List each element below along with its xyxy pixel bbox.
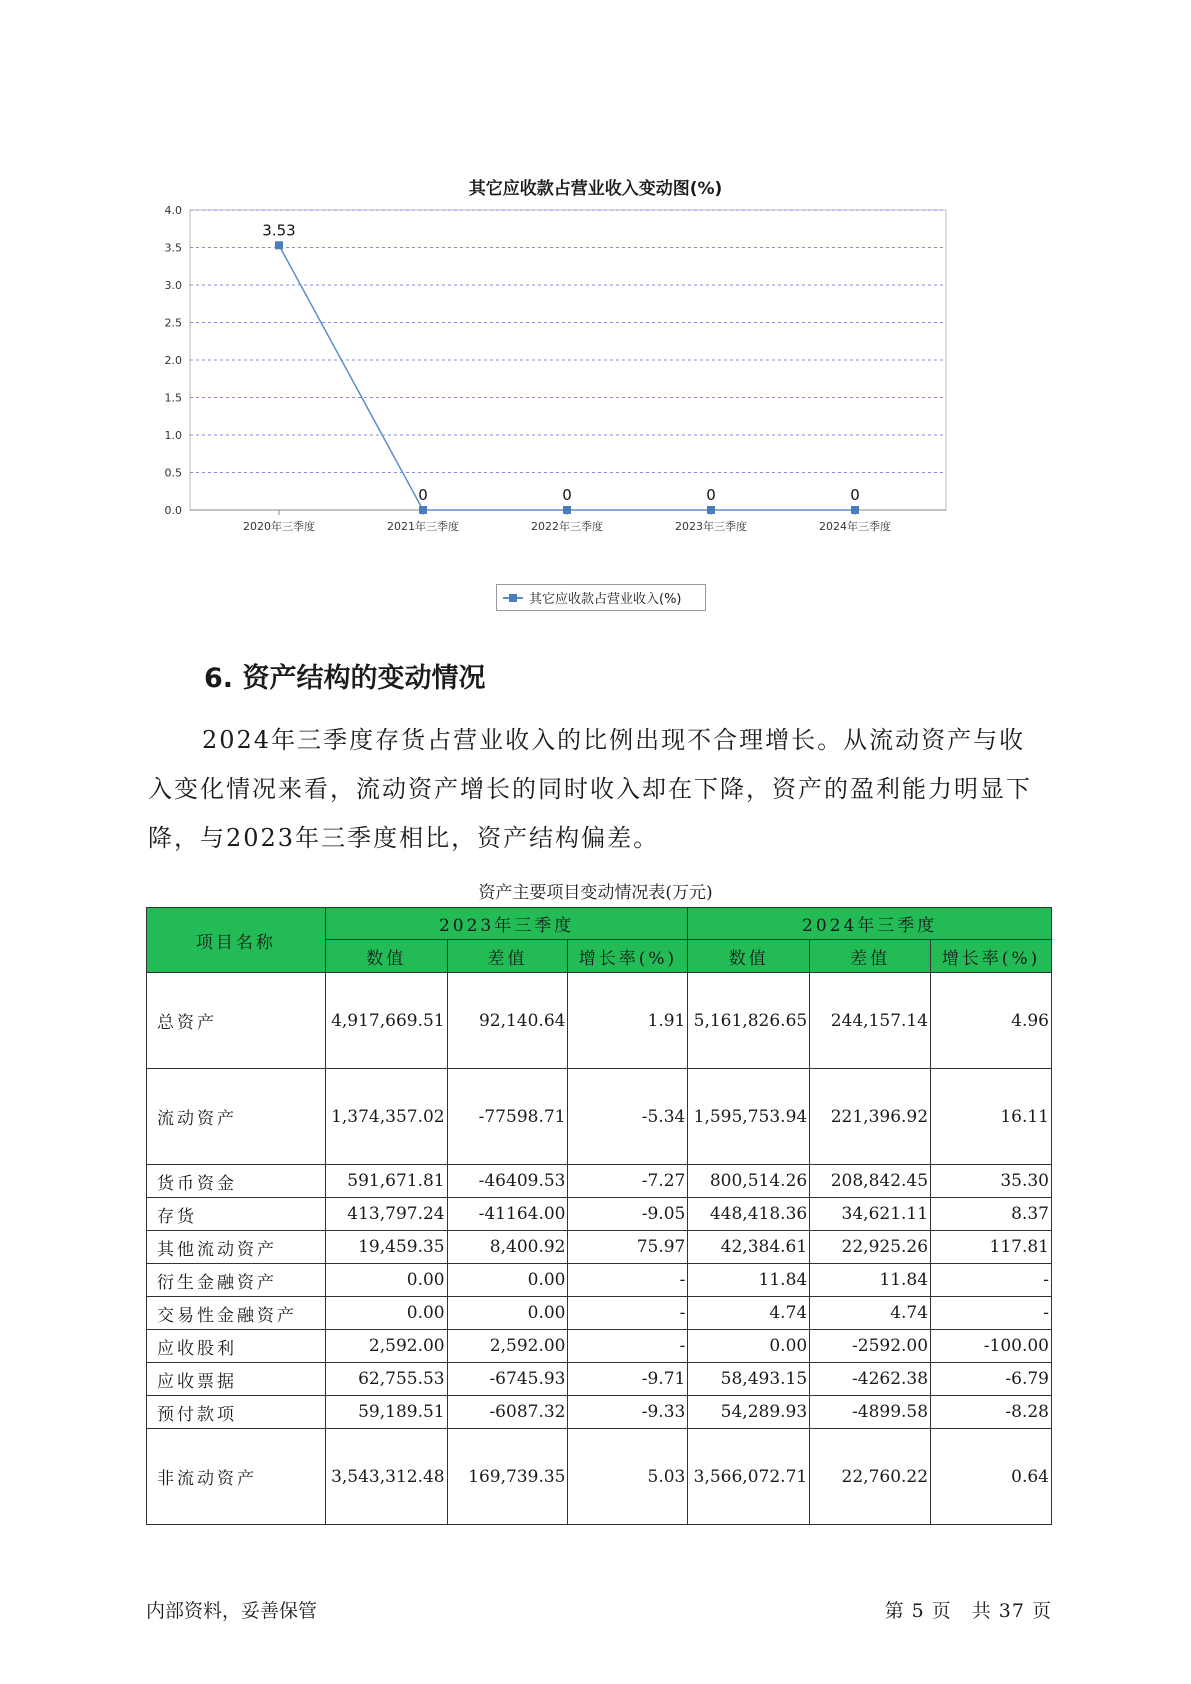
cell-value: 591,671.81 [325, 1165, 447, 1198]
table-row [147, 1396, 1052, 1429]
data-point [419, 506, 427, 514]
table-row [147, 1231, 1052, 1264]
cell-value: 8.37 [931, 1198, 1052, 1231]
subheader-value: 数值 [325, 940, 447, 973]
cell-value: 2,592.00 [325, 1330, 447, 1363]
legend-marker-icon [503, 597, 523, 599]
cell-value: -4262.38 [810, 1363, 931, 1396]
data-point [851, 506, 859, 514]
data-point [563, 506, 571, 514]
cell-value: 19,459.35 [325, 1231, 447, 1264]
cell-value: -9.71 [568, 1363, 688, 1396]
y-tick-label: 4.0 [164, 204, 182, 217]
row-label: 存货 [147, 1198, 326, 1231]
cell-value: 208,842.45 [810, 1165, 931, 1198]
data-label: 0 [562, 486, 572, 504]
cell-value: 0.00 [447, 1264, 568, 1297]
row-label: 交易性金融资产 [147, 1297, 326, 1330]
cell-value: 58,493.15 [688, 1363, 810, 1396]
data-label: 0 [706, 486, 716, 504]
x-tick-label: 2023年三季度 [675, 520, 747, 533]
y-tick-label: 1.0 [164, 429, 182, 442]
data-label: 0 [850, 486, 860, 504]
cell-value: -41164.00 [447, 1198, 568, 1231]
cell-value: 4.74 [688, 1297, 810, 1330]
data-point [707, 506, 715, 514]
legend-label: 其它应收款占营业收入(%) [529, 592, 682, 607]
cell-value: 221,396.92 [810, 1069, 931, 1165]
chart-title: 其它应收款占营业收入变动图(%) [468, 179, 723, 199]
cell-value: 4,917,669.51 [325, 973, 447, 1069]
asset-change-table [146, 907, 1052, 1525]
subheader-value: 数值 [688, 940, 810, 973]
row-label: 应收股利 [147, 1330, 326, 1363]
table-row [147, 1297, 1052, 1330]
cell-value: -46409.53 [447, 1165, 568, 1198]
row-label: 非流动资产 [147, 1429, 326, 1525]
header-period-2023: 2023年三季度 [325, 908, 688, 940]
cell-value: - [568, 1297, 688, 1330]
cell-value: -4899.58 [810, 1396, 931, 1429]
cell-value: -6.79 [931, 1363, 1052, 1396]
cell-value: 169,739.35 [447, 1429, 568, 1525]
cell-value: 22,925.26 [810, 1231, 931, 1264]
table-caption: 资产主要项目变动情况表(万元) [478, 883, 713, 903]
x-tick-label: 2022年三季度 [531, 520, 603, 533]
x-tick-label: 2021年三季度 [387, 520, 459, 533]
table-row [147, 1198, 1052, 1231]
table-row [147, 973, 1052, 1069]
cell-value: 4.96 [931, 973, 1052, 1069]
cell-value: 2,592.00 [447, 1330, 568, 1363]
cell-value: 75.97 [568, 1231, 688, 1264]
cell-value: -6087.32 [447, 1396, 568, 1429]
cell-value: -9.33 [568, 1396, 688, 1429]
cell-value: -100.00 [931, 1330, 1052, 1363]
x-tick-label: 2024年三季度 [819, 520, 891, 533]
cell-value: 3,543,312.48 [325, 1429, 447, 1525]
table-row [147, 1165, 1052, 1198]
subheader-diff: 差值 [810, 940, 931, 973]
row-label: 货币资金 [147, 1165, 326, 1198]
row-label: 应收票据 [147, 1363, 326, 1396]
cell-value: 800,514.26 [688, 1165, 810, 1198]
cell-value: -2592.00 [810, 1330, 931, 1363]
cell-value: 42,384.61 [688, 1231, 810, 1264]
cell-value: 448,418.36 [688, 1198, 810, 1231]
cell-value: 0.64 [931, 1429, 1052, 1525]
subheader-diff: 差值 [447, 940, 568, 973]
y-tick-label: 3.5 [164, 241, 182, 255]
header-period-2024: 2024年三季度 [688, 908, 1052, 940]
row-label: 预付款项 [147, 1396, 326, 1429]
x-tick-label: 2020年三季度 [243, 520, 315, 533]
subheader-growth: 增长率(%) [568, 940, 688, 973]
cell-value: 5,161,826.65 [688, 973, 810, 1069]
cell-value: 5.03 [568, 1429, 688, 1525]
cell-value: 34,621.11 [810, 1198, 931, 1231]
chart-legend [496, 584, 706, 611]
cell-value: 0.00 [688, 1330, 810, 1363]
cell-value: -9.05 [568, 1198, 688, 1231]
row-label: 其他流动资产 [147, 1231, 326, 1264]
cell-value: 62,755.53 [325, 1363, 447, 1396]
table-row [147, 1330, 1052, 1363]
cell-value: -6745.93 [447, 1363, 568, 1396]
line-chart [160, 200, 1040, 590]
cell-value: 35.30 [931, 1165, 1052, 1198]
cell-value: 413,797.24 [325, 1198, 447, 1231]
data-label: 3.53 [262, 221, 296, 240]
cell-value: 0.00 [325, 1264, 447, 1297]
cell-value: 1,595,753.94 [688, 1069, 810, 1165]
table-row [147, 1429, 1052, 1525]
table-body [147, 973, 1052, 1525]
cell-value: -7.27 [568, 1165, 688, 1198]
cell-value: -8.28 [931, 1396, 1052, 1429]
row-label: 流动资产 [147, 1069, 326, 1165]
cell-value: - [568, 1264, 688, 1297]
cell-value: 0.00 [325, 1297, 447, 1330]
y-tick-label: 1.5 [164, 391, 182, 405]
header-item-name: 项目名称 [147, 908, 326, 973]
footer-page-number: 第 5 页 共 37 页 [884, 1600, 1052, 1622]
cell-value: 8,400.92 [447, 1231, 568, 1264]
cell-value: 4.74 [810, 1297, 931, 1330]
y-tick-label: 0.5 [164, 466, 182, 480]
subheader-growth: 增长率(%) [931, 940, 1052, 973]
table-row [147, 1069, 1052, 1165]
data-label: 0 [418, 486, 428, 504]
data-point [275, 241, 283, 249]
section-heading: 6. 资产结构的变动情况 [204, 663, 486, 694]
cell-value: 16.11 [931, 1069, 1052, 1165]
cell-value: 1.91 [568, 973, 688, 1069]
table-row [147, 1264, 1052, 1297]
cell-value: - [931, 1297, 1052, 1330]
cell-value: -77598.71 [447, 1069, 568, 1165]
cell-value: 244,157.14 [810, 973, 931, 1069]
table-row [147, 1363, 1052, 1396]
row-label: 总资产 [147, 973, 326, 1069]
y-tick-label: 3.0 [164, 279, 182, 292]
cell-value: 59,189.51 [325, 1396, 447, 1429]
y-tick-label: 2.0 [164, 354, 182, 367]
cell-value: - [568, 1330, 688, 1363]
cell-value: 11.84 [810, 1264, 931, 1297]
row-label: 衍生金融资产 [147, 1264, 326, 1297]
cell-value: -5.34 [568, 1069, 688, 1165]
y-tick-label: 0.0 [164, 504, 182, 517]
cell-value: 0.00 [447, 1297, 568, 1330]
cell-value: 92,140.64 [447, 973, 568, 1069]
cell-value: - [931, 1264, 1052, 1297]
footer-confidential-note: 内部资料，妥善保管 [146, 1600, 318, 1622]
cell-value: 3,566,072.71 [688, 1429, 810, 1525]
cell-value: 117.81 [931, 1231, 1052, 1264]
cell-value: 54,289.93 [688, 1396, 810, 1429]
analysis-paragraph: 2024年三季度存货占营业收入的比例出现不合理增长。从流动资产与收入变化情况来看，流动资产增长的同时收入却在下降，资产的盈利能力明显下降，与2023年三季度相比，资产结构偏差。 [148, 726, 1032, 852]
y-tick-label: 2.5 [164, 316, 182, 330]
cell-value: 22,760.22 [810, 1429, 931, 1525]
cell-value: 1,374,357.02 [325, 1069, 447, 1165]
cell-value: 11.84 [688, 1264, 810, 1297]
